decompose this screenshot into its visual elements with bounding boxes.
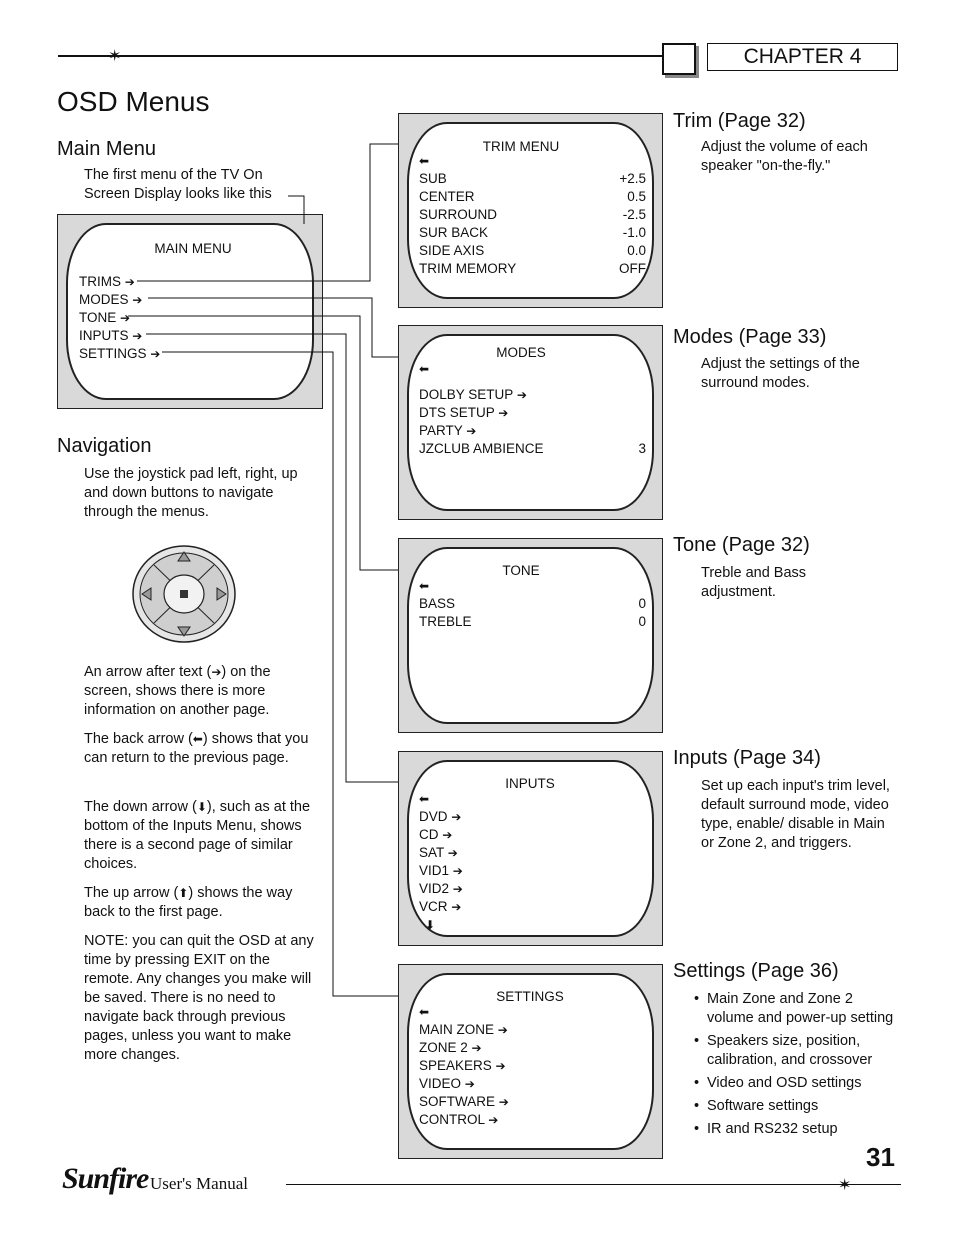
navigation-heading: Navigation bbox=[57, 435, 152, 457]
up-arrow-icon: ⬆ bbox=[178, 886, 189, 900]
right-arrow-icon: ➔ bbox=[442, 828, 453, 842]
settings-item-zone-2[interactable]: ZONE 2 ➔ bbox=[419, 1040, 482, 1055]
main-menu-desc: The first menu of the TV On Screen Display looks like this bbox=[84, 167, 272, 202]
back-arrow-icon: ⬅ bbox=[192, 732, 203, 746]
inputs-item-sat[interactable]: SAT ➔ bbox=[419, 845, 458, 860]
page-number: 31 bbox=[866, 1142, 895, 1172]
right-arrow-icon: ➔ bbox=[497, 1023, 508, 1037]
settings-bullet: • Software settings bbox=[694, 1097, 899, 1116]
menu-item-inputs[interactable]: INPUTS ➔ bbox=[79, 328, 143, 343]
back-arrow-icon[interactable]: ⬅ bbox=[419, 154, 430, 168]
inputs-desc: Set up each input's trim level, default surround mode, video type, enable/ disable in Main or Zone 2, and triggers. bbox=[701, 778, 890, 851]
trim-row-surround[interactable]: SURROUND -2.5 bbox=[419, 207, 646, 222]
right-arrow-icon: ➔ bbox=[516, 388, 527, 402]
settings-bullet: • Main Zone and Zone 2 volume and power-up setting bbox=[694, 990, 899, 1028]
tone-menu-panel bbox=[398, 538, 663, 733]
right-arrow-icon: ➔ bbox=[495, 1059, 506, 1073]
nav-paragraph-4: The up arrow (⬆) shows the way back to the first page. bbox=[84, 885, 293, 920]
trim-desc: Adjust the volume of each speaker "on-the-fly." bbox=[701, 139, 868, 174]
menu-item-tone[interactable]: TONE ➔ bbox=[79, 310, 131, 325]
page-title: OSD Menus bbox=[57, 86, 210, 117]
inputs-item-cd[interactable]: CD ➔ bbox=[419, 827, 453, 842]
trim-heading: Trim (Page 32) bbox=[673, 110, 806, 132]
modes-screen-title: MODES bbox=[496, 345, 546, 360]
trim-row-side-axis[interactable]: SIDE AXIS 0.0 bbox=[419, 243, 646, 258]
modes-item-dts-setup[interactable]: DTS SETUP ➔ bbox=[419, 405, 509, 420]
settings-bullet-list bbox=[694, 990, 899, 1143]
right-arrow-icon: ➔ bbox=[464, 1077, 475, 1091]
settings-item-software[interactable]: SOFTWARE ➔ bbox=[419, 1094, 509, 1109]
settings-item-video[interactable]: VIDEO ➔ bbox=[419, 1076, 475, 1091]
menu-item-trims[interactable]: TRIMS ➔ bbox=[79, 274, 135, 289]
back-arrow-icon[interactable]: ⬅ bbox=[419, 1005, 430, 1019]
settings-heading: Settings (Page 36) bbox=[673, 960, 839, 982]
tone-row-bass[interactable]: BASS 0 bbox=[419, 596, 646, 611]
right-arrow-icon: ➔ bbox=[150, 347, 161, 361]
manual-subtitle: User's Manual bbox=[150, 1174, 248, 1193]
chapter-label: CHAPTER 4 bbox=[707, 43, 898, 71]
nav-note: NOTE: you can quit the OSD at any time by pressing EXIT on the remote. Any changes you make will be saved. There is no need to navigate back through previous pages, unless you want to make more changes. bbox=[84, 933, 314, 1063]
navigation-desc: Use the joystick pad left, right, up and down buttons to navigate through the menus. bbox=[84, 466, 298, 520]
right-arrow-icon: ➔ bbox=[451, 810, 462, 824]
right-arrow-icon: ➔ bbox=[447, 846, 458, 860]
right-arrow-icon: ➔ bbox=[498, 1095, 509, 1109]
right-arrow-icon: ➔ bbox=[452, 882, 463, 896]
settings-bullet: • Video and OSD settings bbox=[694, 1074, 899, 1093]
trim-row-trim-memory[interactable]: TRIM MEMORY OFF bbox=[419, 261, 646, 276]
right-arrow-icon: ➔ bbox=[451, 900, 462, 914]
trim-menu-panel bbox=[398, 113, 663, 308]
modes-menu-panel bbox=[398, 325, 663, 520]
tone-heading: Tone (Page 32) bbox=[673, 534, 810, 556]
settings-screen-title: SETTINGS bbox=[496, 989, 564, 1004]
star-icon: ✶ bbox=[108, 46, 122, 65]
brand-logo: Sunfire bbox=[62, 1162, 149, 1195]
menu-item-settings[interactable]: SETTINGS ➔ bbox=[79, 346, 161, 361]
down-arrow-icon: ⬇ bbox=[196, 800, 207, 814]
inputs-item-vid2[interactable]: VID2 ➔ bbox=[419, 881, 463, 896]
inputs-item-dvd[interactable]: DVD ➔ bbox=[419, 809, 462, 824]
main-menu-screen-title: MAIN MENU bbox=[154, 241, 232, 256]
inputs-menu-panel bbox=[398, 751, 663, 946]
right-arrow-icon: ➔ bbox=[124, 275, 135, 289]
modes-item-dolby-setup[interactable]: DOLBY SETUP ➔ bbox=[419, 387, 527, 402]
trim-row-center[interactable]: CENTER 0.5 bbox=[419, 189, 646, 204]
tone-row-treble[interactable]: TREBLE 0 bbox=[419, 614, 646, 629]
right-arrow-icon: ➔ bbox=[120, 311, 131, 325]
right-arrow-icon: ➔ bbox=[466, 424, 477, 438]
right-arrow-icon: ➔ bbox=[498, 406, 509, 420]
trim-screen-title: TRIM MENU bbox=[482, 139, 560, 154]
menu-item-modes[interactable]: MODES ➔ bbox=[79, 292, 143, 307]
back-arrow-icon[interactable]: ⬅ bbox=[419, 362, 430, 376]
settings-item-control[interactable]: CONTROL ➔ bbox=[419, 1112, 499, 1127]
inputs-heading: Inputs (Page 34) bbox=[673, 747, 821, 769]
settings-bullet: • Speakers size, position, calibration, and crossover bbox=[694, 1032, 899, 1070]
modes-item-party[interactable]: PARTY ➔ bbox=[419, 423, 477, 438]
right-arrow-icon: ➔ bbox=[211, 665, 222, 679]
back-arrow-icon[interactable]: ⬅ bbox=[419, 579, 430, 593]
back-arrow-icon[interactable]: ⬅ bbox=[419, 792, 430, 806]
inputs-item-vcr[interactable]: VCR ➔ bbox=[419, 899, 462, 914]
footer-rule bbox=[286, 1184, 901, 1185]
modes-heading: Modes (Page 33) bbox=[673, 326, 827, 348]
right-arrow-icon: ➔ bbox=[488, 1113, 499, 1127]
down-arrow-icon[interactable]: ⬇ bbox=[425, 918, 436, 932]
right-arrow-icon: ➔ bbox=[132, 329, 143, 343]
right-arrow-icon: ➔ bbox=[452, 864, 463, 878]
modes-item-jzclub-ambience[interactable]: JZCLUB AMBIENCE 3 bbox=[419, 441, 646, 456]
inputs-screen-title: INPUTS bbox=[505, 776, 555, 791]
tone-screen-title: TONE bbox=[502, 563, 540, 578]
modes-desc: Adjust the settings of the surround modes. bbox=[701, 356, 860, 391]
main-menu-heading: Main Menu bbox=[57, 138, 156, 160]
nav-paragraph-1: An arrow after text (➔) on the screen, shows there is more information on another page. bbox=[84, 664, 271, 718]
star-icon: ✶ bbox=[838, 1175, 852, 1194]
right-arrow-icon: ➔ bbox=[132, 293, 143, 307]
settings-item-speakers[interactable]: SPEAKERS ➔ bbox=[419, 1058, 506, 1073]
nav-paragraph-2: The back arrow (⬅) shows that you can return to the previous page. bbox=[84, 731, 309, 766]
settings-menu-panel bbox=[398, 964, 663, 1159]
inputs-item-vid1[interactable]: VID1 ➔ bbox=[419, 863, 463, 878]
trim-row-sub[interactable]: SUB +2.5 bbox=[419, 171, 646, 186]
right-arrow-icon: ➔ bbox=[471, 1041, 482, 1055]
settings-bullet: • IR and RS232 setup bbox=[694, 1120, 899, 1139]
tone-desc: Treble and Bass adjustment. bbox=[701, 565, 807, 600]
settings-item-main-zone[interactable]: MAIN ZONE ➔ bbox=[419, 1022, 508, 1037]
trim-row-sur-back[interactable]: SUR BACK -1.0 bbox=[419, 225, 646, 240]
nav-paragraph-3: The down arrow (⬇), such as at the bottom of the Inputs Menu, shows there is a second page of similar choices. bbox=[84, 799, 311, 872]
